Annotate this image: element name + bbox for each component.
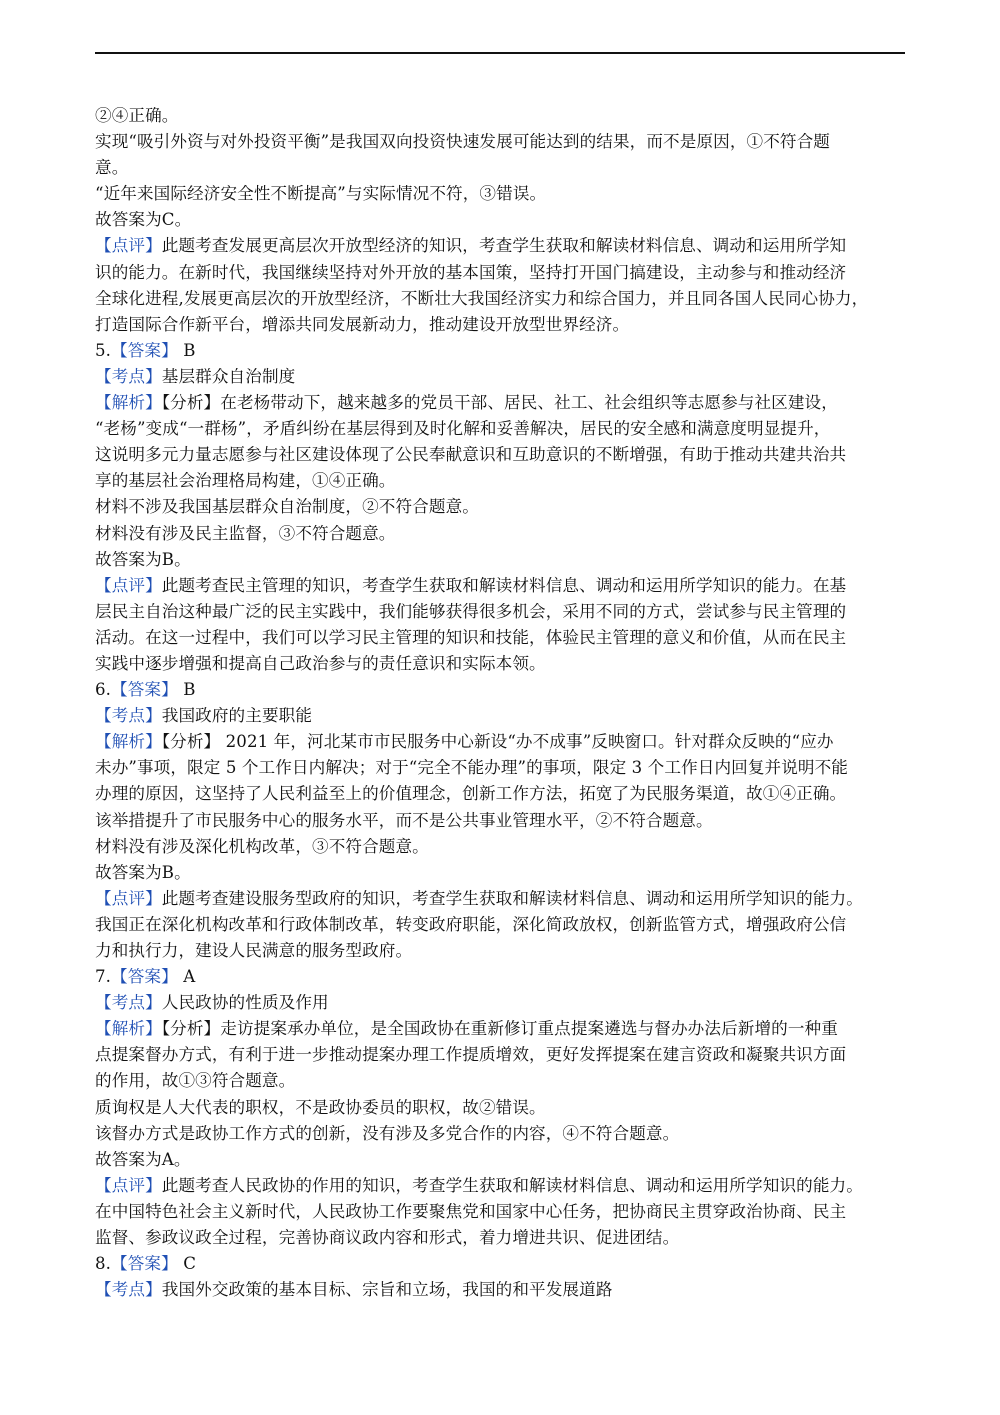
- line-text: 力和执行力，建设人民满意的服务型政府。: [95, 941, 413, 960]
- text-line: [95, 677, 910, 703]
- line-text: 识的能力。在新时代，我国继续坚持对外开放的基本国策，坚持打开国门搞建设，主动参与和推动经济: [95, 262, 847, 282]
- text-line: [95, 651, 910, 677]
- text-line: [95, 886, 910, 912]
- text-line: [95, 990, 910, 1016]
- text-line: [95, 625, 910, 651]
- text-line: [95, 181, 910, 207]
- text-line: [95, 129, 910, 155]
- text-line: [95, 1016, 910, 1042]
- text-line: [95, 521, 910, 547]
- line-text: ②④正确。: [95, 106, 179, 125]
- text-line: [95, 103, 910, 129]
- section-tag: 【点评】: [95, 236, 162, 256]
- text-line: [95, 1121, 910, 1147]
- text-line: [95, 547, 910, 573]
- text-line: [95, 599, 910, 625]
- line-text: “近年来国际经济安全性不断提高”与实际情况不符，③错误。: [95, 184, 547, 204]
- section-tag: 【解析】: [95, 1019, 162, 1039]
- text-line: [95, 781, 910, 807]
- line-text: 这说明多元力量志愿参与社区建设体现了公民奉献意识和互助意识的不断增强，有助于推动共建共治共: [95, 445, 847, 465]
- line-text: C: [177, 1254, 196, 1274]
- line-text: 【分析】 2021 年，河北某市市民服务中心新设“办不成事”反映窗口。针对群众反映的“应办: [161, 732, 834, 752]
- line-text: 【分析】走访提案承办单位，是全国政协在重新修订重点提案遴选与督办办法后新增的一种重: [161, 1019, 838, 1039]
- text-line: [95, 1277, 910, 1303]
- line-text: 打造国际合作新平台，增添共同发展新动力，推动建设开放型世界经济。: [95, 314, 630, 334]
- line-text: 基层群众自治制度: [161, 366, 296, 386]
- text-line: [95, 834, 910, 860]
- line-text: A: [177, 967, 196, 987]
- text-line: [95, 494, 910, 520]
- section-tag: 【答案】: [111, 967, 178, 987]
- text-line: [95, 312, 910, 338]
- text-line: [95, 338, 910, 364]
- line-text: 未办”事项，限定 5 个工作日内解决；对于“完全不能办理”的事项，限定 3 个工作日内回复并说明不能: [95, 758, 849, 778]
- line-text: 此题考查建设服务型政府的知识，考查学生获取和解读材料信息、调动和运用所学知识的能力。: [161, 888, 863, 908]
- question-number: 6.: [95, 680, 112, 700]
- section-tag: 【点评】: [95, 575, 162, 595]
- text-line: [95, 573, 910, 599]
- line-text: 的作用，故①③符合题意。: [95, 1071, 296, 1091]
- line-text: 质询权是人大代表的职权，不是政协委员的职权，故②错误。: [95, 1097, 546, 1117]
- section-tag: 【答案】: [111, 340, 178, 360]
- line-text: 此题考查发展更高层次开放型经济的知识，考查学生获取和解读材料信息、调动和运用所学知: [161, 236, 847, 256]
- line-text: 实践中逐步增强和提高自己政治参与的责任意识和实际本领。: [95, 653, 546, 673]
- line-text: 层民主自治这种最广泛的民主实践中，我们能够获得很多机会，采用不同的方式，尝试参与民主管理的: [95, 601, 847, 621]
- text-line: [95, 1147, 910, 1173]
- text-line: [95, 1251, 910, 1277]
- line-text: 材料没有涉及深化机构改革，③不符合题意。: [95, 836, 429, 856]
- line-text: “老杨”变成“一群杨”，矛盾纠纷在基层得到及时化解和妥善解决，居民的安全感和满意度明显提升，: [95, 419, 831, 439]
- line-text: 我国正在深化机构改革和行政体制改革，转变政府职能，深化简政放权，创新监管方式，增强政府公信: [95, 914, 847, 934]
- line-text: 该举措提升了市民服务中心的服务水平，而不是公共事业管理水平，②不符合题意。: [95, 810, 713, 830]
- line-text: 材料没有涉及民主监督，③不符合题意。: [95, 523, 396, 543]
- section-tag: 【点评】: [95, 1175, 162, 1195]
- text-line: [95, 468, 910, 494]
- line-text: 我国政府的主要职能: [161, 706, 313, 726]
- line-text: 监督、参政议政全过程，完善协商议政内容和形式，着力增进共识、促进团结。: [95, 1228, 680, 1248]
- line-text: 意。: [95, 158, 129, 178]
- section-tag: 【点评】: [95, 888, 162, 908]
- line-text: B: [177, 340, 196, 360]
- line-text: 该督办方式是政协工作方式的创新，没有涉及多党合作的内容，④不符合题意。: [95, 1123, 680, 1143]
- text-line: [95, 260, 910, 286]
- text-line: [95, 155, 910, 181]
- text-line: [95, 1095, 910, 1121]
- line-text: 在中国特色社会主义新时代，人民政协工作要聚焦党和国家中心任务，把协商民主贯穿政治协商、民主: [95, 1201, 847, 1221]
- text-line: [95, 1068, 910, 1094]
- question-number: 7.: [95, 967, 112, 987]
- question-number: 8.: [95, 1254, 112, 1274]
- line-text: 【分析】在老杨带动下，越来越多的党员干部、居民、社工、社会组织等志愿参与社区建设，: [161, 393, 838, 413]
- text-line: [95, 938, 910, 964]
- section-tag: 【考点】: [95, 706, 162, 726]
- text-line: [95, 1173, 910, 1199]
- line-text: 享的基层社会治理格局构建，①④正确。: [95, 471, 396, 491]
- section-tag: 【考点】: [95, 993, 162, 1013]
- text-line: [95, 364, 910, 390]
- line-text: 办理的原因，这坚持了人民利益至上的价值理念，创新工作方法，拓宽了为民服务渠道，故①④正确。: [95, 784, 847, 804]
- text-line: [95, 1225, 910, 1251]
- line-text: 材料不涉及我国基层群众自治制度，②不符合题意。: [95, 497, 479, 517]
- line-text: 此题考查民主管理的知识，考查学生获取和解读材料信息、调动和运用所学知识的能力。在基: [161, 575, 847, 595]
- text-line: [95, 964, 910, 990]
- line-text: 我国外交政策的基本目标、宗旨和立场，我国的和平发展道路: [161, 1280, 613, 1300]
- text-line: [95, 442, 910, 468]
- section-tag: 【答案】: [111, 680, 178, 700]
- section-tag: 【解析】: [95, 393, 162, 413]
- text-line: [95, 390, 910, 416]
- text-line: [95, 1199, 910, 1225]
- text-line: [95, 416, 910, 442]
- question-number: 5.: [95, 340, 112, 360]
- section-tag: 【解析】: [95, 732, 162, 752]
- section-tag: 【考点】: [95, 366, 162, 386]
- text-line: [95, 207, 910, 233]
- line-text: 点提案督办方式，有利于进一步推动提案办理工作提质增效，更好发挥提案在建言资政和凝聚共识方面: [95, 1045, 847, 1065]
- line-text: 故答案为A。: [95, 1149, 191, 1169]
- text-line: [95, 912, 910, 938]
- line-text: 实现“吸引外资与对外投资平衡”是我国双向投资快速发展可能达到的结果，而不是原因，①不符合题: [95, 132, 830, 152]
- line-text: 活动。在这一过程中，我们可以学习民主管理的知识和技能，体验民主管理的意义和价值，从而在民主: [95, 627, 847, 647]
- text-line: [95, 860, 910, 886]
- line-text: 此题考查人民政协的作用的知识，考查学生获取和解读材料信息、调动和运用所学知识的能力。: [161, 1175, 863, 1195]
- text-line: [95, 286, 910, 312]
- section-tag: 【考点】: [95, 1280, 162, 1300]
- text-line: [95, 755, 910, 781]
- line-text: 人民政协的性质及作用: [161, 993, 329, 1013]
- text-line: [95, 233, 910, 259]
- text-line: [95, 808, 910, 834]
- text-line: [95, 703, 910, 729]
- text-line: [95, 1042, 910, 1068]
- line-text: 故答案为C。: [95, 210, 192, 230]
- line-text: 故答案为B。: [95, 549, 191, 569]
- line-text: 故答案为B。: [95, 862, 191, 882]
- answer-explanation-text: [95, 103, 910, 1303]
- line-text: 全球化进程,发展更高层次的开放型经济，不断壮大我国经济实力和综合国力，并且同各国人民同心协力，: [95, 288, 869, 308]
- section-tag: 【答案】: [111, 1254, 178, 1274]
- line-text: B: [177, 680, 196, 700]
- header-rule: [95, 52, 905, 54]
- text-line: [95, 729, 910, 755]
